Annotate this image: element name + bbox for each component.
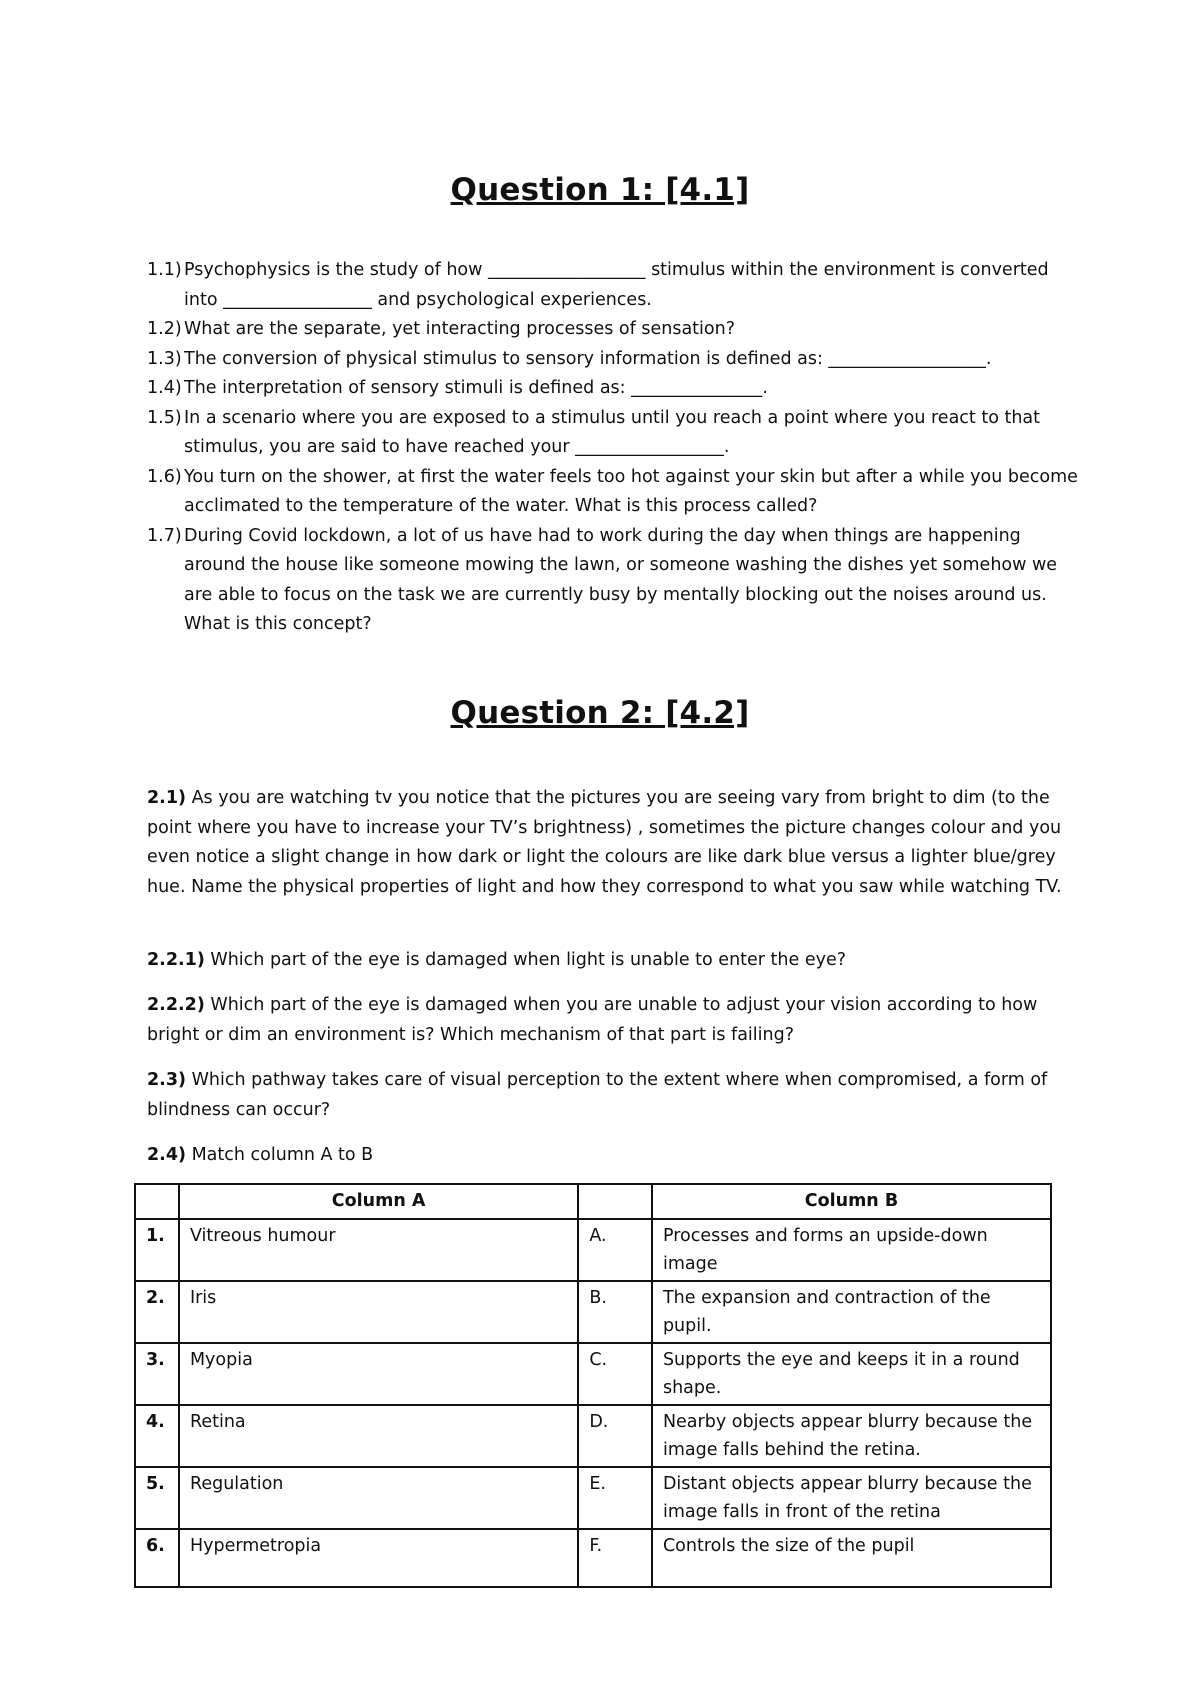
- item-text: Which part of the eye is damaged when you are unable to adjust your vision according to how bright or dim an environment is? Which mechanism of that part is failing?: [147, 995, 1038, 1045]
- header-blank-cell: [578, 1184, 652, 1219]
- item-number: 2.3): [147, 1070, 186, 1090]
- matching-table: [134, 1183, 1052, 1588]
- item-text: During Covid lockdown, a lot of us have had to work during the day when things are happening around the house like someone mowing the lawn, or someone washing the dishes yet somehow we are able to focus on the task we are currently busy by mentally blocking out the noises around us. What is this concept?: [184, 525, 1058, 634]
- column-b-cell: Controls the size of the pupil: [652, 1529, 1051, 1587]
- row-number: 4.: [135, 1405, 179, 1467]
- item-text: Match column A to B: [191, 1145, 374, 1165]
- row-number: 3.: [135, 1343, 179, 1405]
- header-blank-cell: [135, 1184, 179, 1219]
- column-b-cell: Supports the eye and keeps it in a round shape.: [652, 1343, 1051, 1405]
- column-a-cell: Iris: [179, 1281, 578, 1343]
- table-row: [135, 1281, 1051, 1343]
- question-1-1: [147, 256, 1087, 315]
- item-text: What are the separate, yet interacting processes of sensation?: [184, 319, 735, 339]
- question-1-list: [147, 256, 1087, 640]
- row-number: 1.: [135, 1219, 179, 1281]
- table-header-row: [135, 1184, 1051, 1219]
- row-letter: B.: [578, 1281, 652, 1343]
- item-text: Which pathway takes care of visual perception to the extent where when compromised, a form of blindness can occur?: [147, 1070, 1048, 1120]
- table-row: [135, 1529, 1051, 1587]
- question-1-5: [147, 404, 1087, 463]
- column-b-cell: The expansion and contraction of the pupil.: [652, 1281, 1051, 1343]
- item-text: Psychophysics is the study of how __________________ stimulus within the environment is converted into _________________ and psychological experiences.: [184, 260, 1049, 310]
- item-number: 1.1): [147, 260, 182, 280]
- item-number: 2.1): [147, 788, 186, 808]
- question-2-heading: Question 2: [4.2]: [450, 695, 750, 731]
- question-2-1: [147, 784, 1067, 902]
- question-2-3: [147, 1066, 1067, 1125]
- item-text: The interpretation of sensory stimuli is defined as: _______________.: [184, 378, 768, 398]
- column-b-cell: Nearby objects appear blurry because the image falls behind the retina.: [652, 1405, 1051, 1467]
- item-number: 2.2.1): [147, 950, 205, 970]
- item-number: 1.6): [147, 466, 182, 487]
- item-text: You turn on the shower, at first the water feels too hot against your skin but after a while you become acclimated to the temperature of the water. What is this process called?: [184, 466, 1078, 516]
- row-number: 6.: [135, 1529, 179, 1587]
- item-number: 2.2.2): [147, 995, 205, 1015]
- column-a-cell: Vitreous humour: [179, 1219, 578, 1281]
- table-row: [135, 1343, 1051, 1405]
- question-2-2-1: [147, 946, 1067, 976]
- item-number: 2.4): [147, 1145, 186, 1165]
- row-letter: F.: [578, 1529, 652, 1587]
- item-text: The conversion of physical stimulus to sensory information is defined as: __________________.: [184, 348, 992, 369]
- item-text: Which part of the eye is damaged when light is unable to enter the eye?: [210, 950, 847, 970]
- item-text: In a scenario where you are exposed to a stimulus until you reach a point where you react to that stimulus, you are said to have reached your _________________.: [184, 407, 1041, 457]
- column-a-cell: Hypermetropia: [179, 1529, 578, 1587]
- item-number: 1.5): [147, 407, 182, 428]
- item-text: As you are watching tv you notice that the pictures you are seeing vary from bright to dim (to the point where you have to increase your TV’s brightness) , sometimes the picture changes colour and you even notice a slight change in how dark or light the colours are like dark blue versus a lighter blue/grey hue. Name the physical properties of light and how they correspond to what you saw while watching TV.: [147, 788, 1062, 897]
- item-number: 1.2): [147, 319, 182, 339]
- row-letter: C.: [578, 1343, 652, 1405]
- table-row: [135, 1405, 1051, 1467]
- item-number: 1.4): [147, 378, 182, 398]
- question-2-2-2: [147, 991, 1067, 1050]
- column-a-cell: Regulation: [179, 1467, 578, 1529]
- column-a-cell: Retina: [179, 1405, 578, 1467]
- question-1-heading: Question 1: [4.1]: [450, 172, 750, 208]
- row-letter: E.: [578, 1467, 652, 1529]
- question-1-6: [147, 463, 1087, 522]
- question-1-2: [147, 315, 1087, 345]
- column-b-header: Column B: [652, 1184, 1051, 1219]
- table-row: [135, 1219, 1051, 1281]
- column-a-cell: Myopia: [179, 1343, 578, 1405]
- question-1-7: [147, 522, 1087, 640]
- column-a-header: Column A: [179, 1184, 578, 1219]
- question-2-4: [147, 1141, 1067, 1171]
- row-number: 2.: [135, 1281, 179, 1343]
- row-letter: A.: [578, 1219, 652, 1281]
- table-row: [135, 1467, 1051, 1529]
- row-number: 5.: [135, 1467, 179, 1529]
- question-1-3: [147, 345, 1087, 375]
- item-number: 1.7): [147, 525, 182, 546]
- column-b-cell: Distant objects appear blurry because the image falls in front of the retina: [652, 1467, 1051, 1529]
- item-number: 1.3): [147, 348, 182, 369]
- column-b-cell: Processes and forms an upside-down image: [652, 1219, 1051, 1281]
- row-letter: D.: [578, 1405, 652, 1467]
- question-1-4: [147, 374, 1087, 404]
